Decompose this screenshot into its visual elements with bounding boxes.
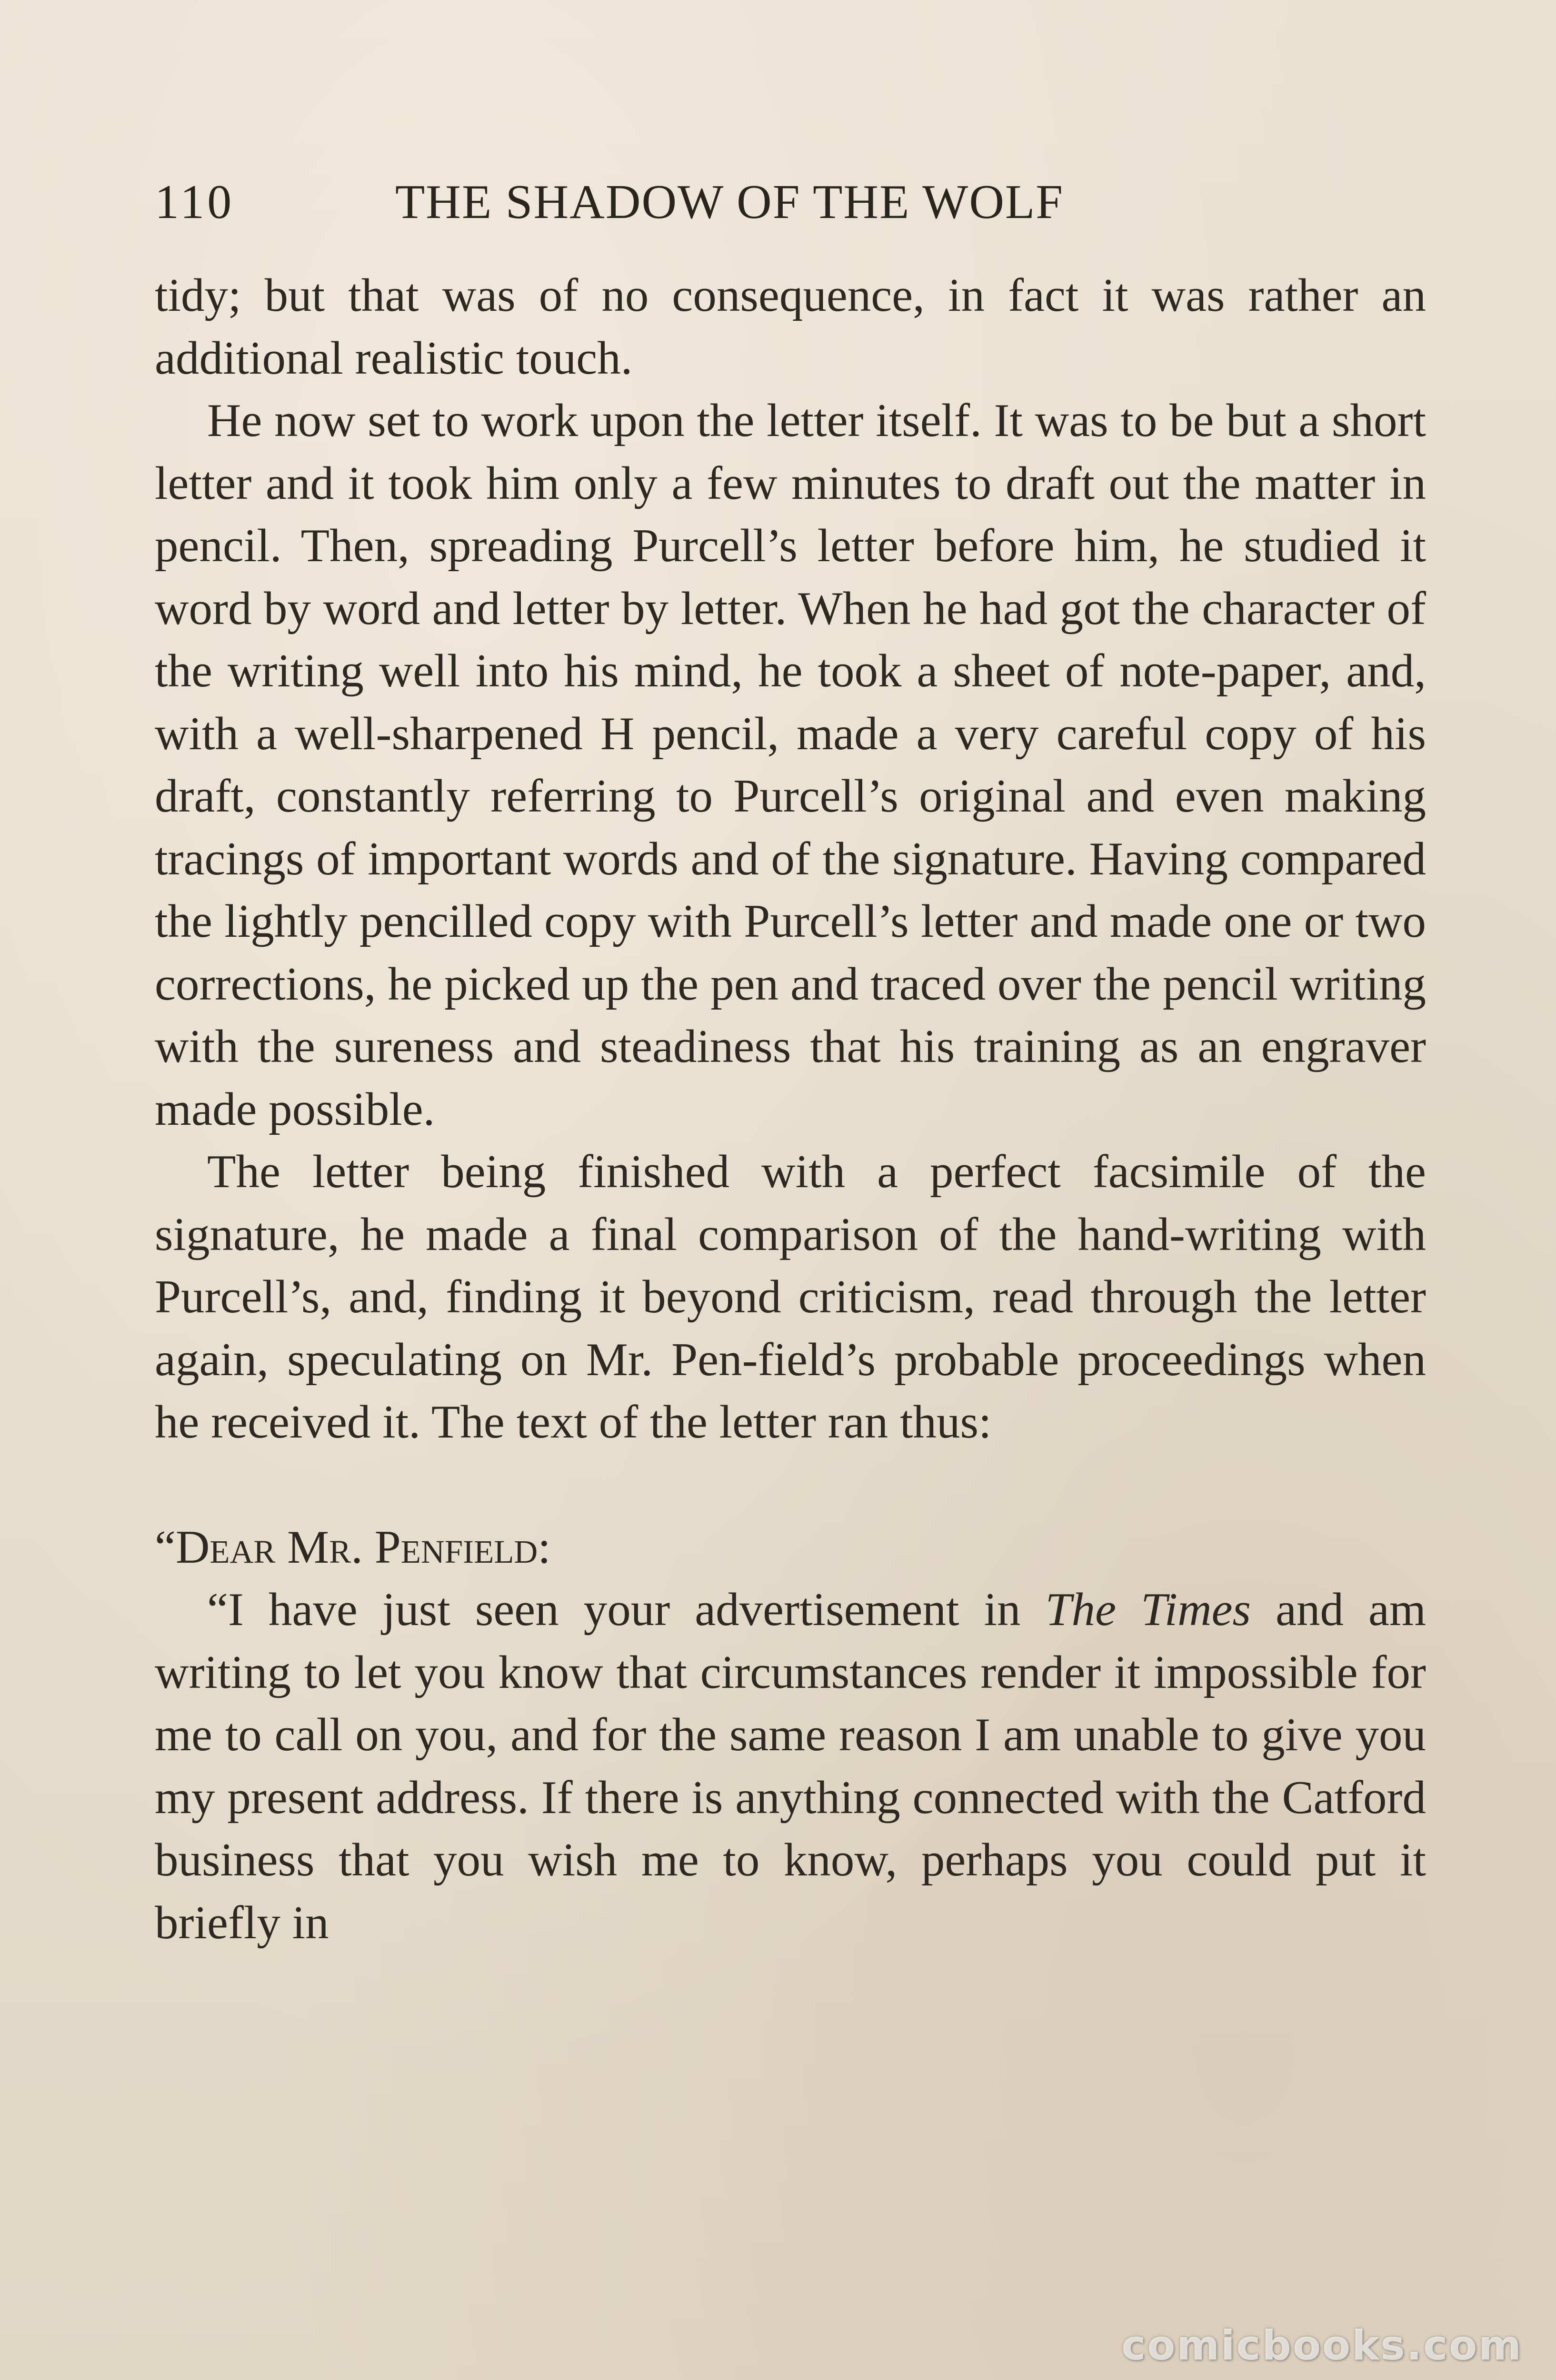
letter-text-rest: and am writing to let you know that circumstances render it impossible for me to call on you, and for the same reason I am unable to give you my present address. If there is anything connected with the Catford business that you wish me to know, perhaps you could put it briefly in bbox=[155, 1584, 1426, 1949]
running-header bbox=[155, 169, 1426, 236]
paragraph-letter-forging: He now set to work upon the letter itself. It was to be but a short letter and it took him only a few minutes to draft out the matter in pencil. Then, spreading Purcell’s letter before him, he studied it word by word and letter by letter. When he had got the character of the writing well into his mind, he took a sheet of note-paper, and, with a well-sharpened H pencil, made a very careful copy of his draft, constantly referring to Purcell’s original and even making tracings of important words and of the signature. Having compared the lightly pencilled copy with Purcell’s letter and made one or two corrections, he picked up the pen and traced over the pencil writing with the sureness and steadiness that his training as an engraver made possible. bbox=[155, 395, 1426, 1135]
paragraph-letter-finished: The letter being finished with a perfect facsimile of the signature, he made a final comparison of the hand-writing with Purcell’s, and, finding it beyond criticism, read through the letter again, speculating on Mr. Pen-field’s probable proceedings when he received it. The text of the letter ran thus: bbox=[155, 1146, 1426, 1448]
newspaper-title: The Times bbox=[1045, 1584, 1251, 1636]
letter-body bbox=[155, 1578, 1426, 1954]
running-title: THE SHADOW OF THE WOLF bbox=[395, 175, 1064, 229]
paragraph-continued: tidy; but that was of no consequence, in fact it was rather an additional realistic touch. bbox=[155, 269, 1426, 384]
letter-text-start: “I have just seen your advertisement in bbox=[207, 1584, 1046, 1636]
page-number: 110 bbox=[155, 175, 235, 229]
watermark: comicbooks.com bbox=[1121, 2322, 1523, 2370]
body-text bbox=[155, 264, 1426, 1954]
letter-salutation: “Dear Mr. Penfield: bbox=[155, 1521, 551, 1573]
